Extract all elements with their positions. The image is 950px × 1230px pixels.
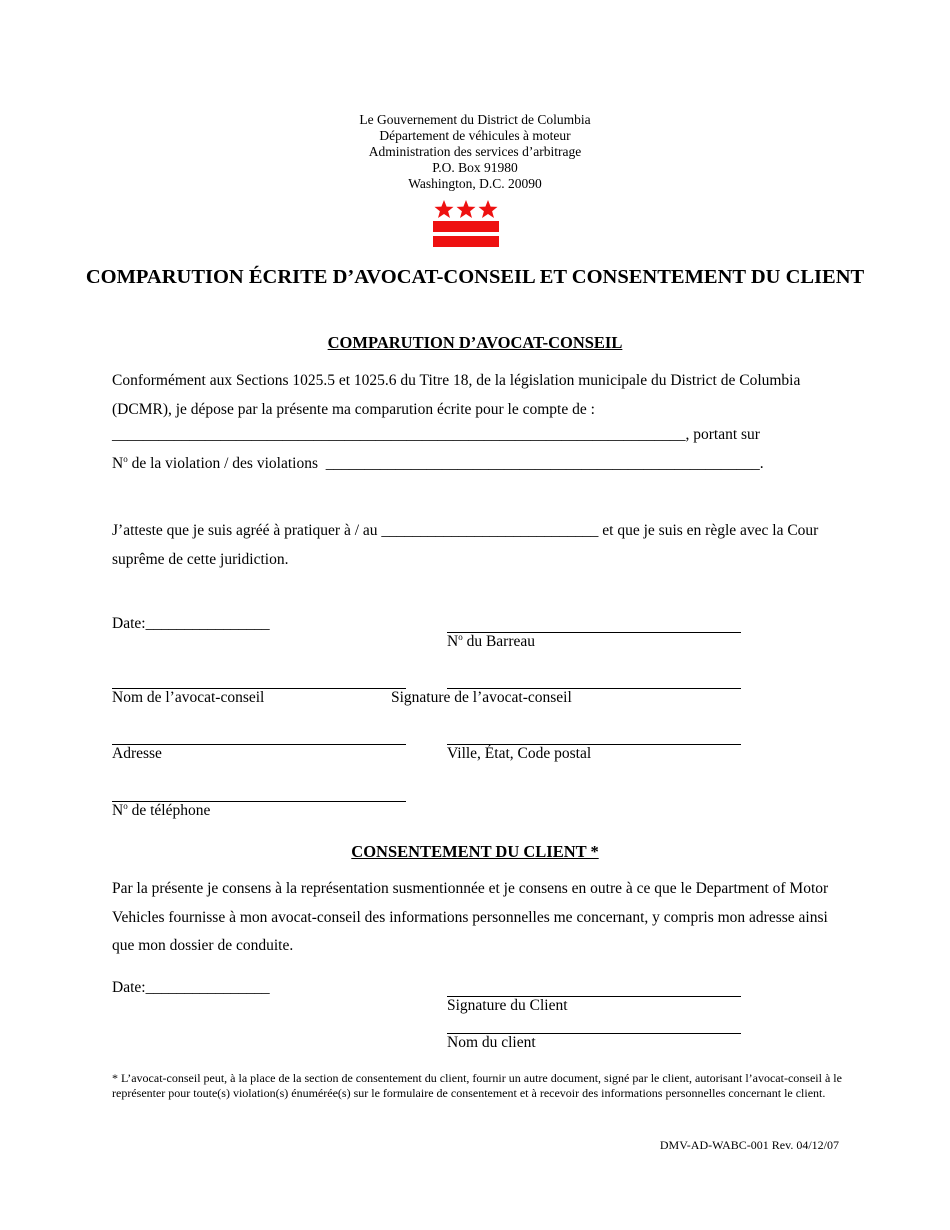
address-label: Adresse	[112, 745, 162, 762]
flag-bar-bottom	[433, 236, 499, 247]
violation-number-line[interactable]	[112, 455, 764, 473]
city-state-zip-label: Ville, État, Code postal	[447, 745, 592, 762]
counsel-signature-label: Signature de l’avocat-conseil	[391, 689, 572, 706]
bar-number-label	[447, 633, 535, 651]
appearance-heading: COMPARUTION D’AVOCAT-CONSEIL	[327, 333, 623, 352]
consent-date-field[interactable]: Date:________________	[112, 979, 270, 996]
star-icon	[479, 200, 498, 218]
bar-sup: o	[458, 632, 463, 642]
violation-text: de la violation / des violations ________________________________________________________.	[127, 455, 764, 472]
consent-text: Par la présente je consens à la représentation susmentionnée et je consens en outre à ce que le Department of Motor Vehicles fournisse à mon avocat-conseil des informations personnelles me concernant, y compris mon adresse ainsi que mon dossier de conduite.	[112, 880, 829, 954]
form-title: COMPARUTION ÉCRITE D’AVOCAT-CONSEIL ET CONSENTEMENT DU CLIENT	[85, 266, 865, 288]
flag-bar-top	[433, 221, 499, 232]
bar-label-text: du Barreau	[462, 633, 536, 650]
violation-sup: o	[123, 454, 128, 464]
header-line-government: Le Gouvernement du District de Columbia	[359, 112, 591, 127]
consent-heading: CONSENTEMENT DU CLIENT *	[351, 842, 599, 861]
header-line-po-box: P.O. Box 91980	[432, 160, 518, 175]
agency-header	[0, 112, 950, 192]
appearance-intro: Conformément aux Sections 1025.5 et 1025.6 du Titre 18, de la législation municipale du District de Columbia (DCMR), je dépose par la présente ma comparution écrite pour le compte de :	[112, 372, 801, 418]
client-name-label: Nom du client	[447, 1034, 536, 1051]
client-signature-label: Signature du Client	[447, 997, 568, 1014]
form-code: DMV-AD-WABC-001 Rev. 04/12/07	[659, 1138, 839, 1152]
phone-label	[112, 802, 210, 820]
appearance-date-field[interactable]: Date:________________	[112, 615, 270, 632]
dc-flag-logo	[433, 200, 499, 248]
bar-prefix: N	[447, 633, 459, 650]
phone-prefix: N	[112, 802, 124, 819]
star-icon	[457, 200, 476, 218]
footnote: * L’avocat-conseil peut, à la place de la section de consentement du client, fournir un autre document, signé par le client, autorisant l’avocat-conseil à le représenter pour toute(s) violation(s) énumérée(s) sur le formulaire de consentement et à recevoir des informations personnelles concernant le client.	[112, 1071, 842, 1100]
star-icon	[435, 200, 454, 218]
header-line-city: Washington, D.C. 20090	[408, 176, 542, 191]
header-line-administration: Administration des services d’arbitrage	[368, 144, 582, 159]
header-line-department: Département de véhicules à moteur	[379, 128, 571, 143]
phone-sup: o	[123, 801, 128, 811]
attestation-text: J’atteste que je suis agréé à pratiquer à / au ____________________________ et que je suis en règle avec la Cour suprême de cette juridiction.	[112, 522, 819, 568]
counsel-name-label: Nom de l’avocat-conseil	[112, 689, 265, 706]
phone-label-text: de téléphone	[127, 802, 211, 819]
client-name-blank[interactable]: __________________________________________________________________________, portant sur	[112, 426, 760, 443]
violation-prefix: N	[112, 455, 124, 472]
